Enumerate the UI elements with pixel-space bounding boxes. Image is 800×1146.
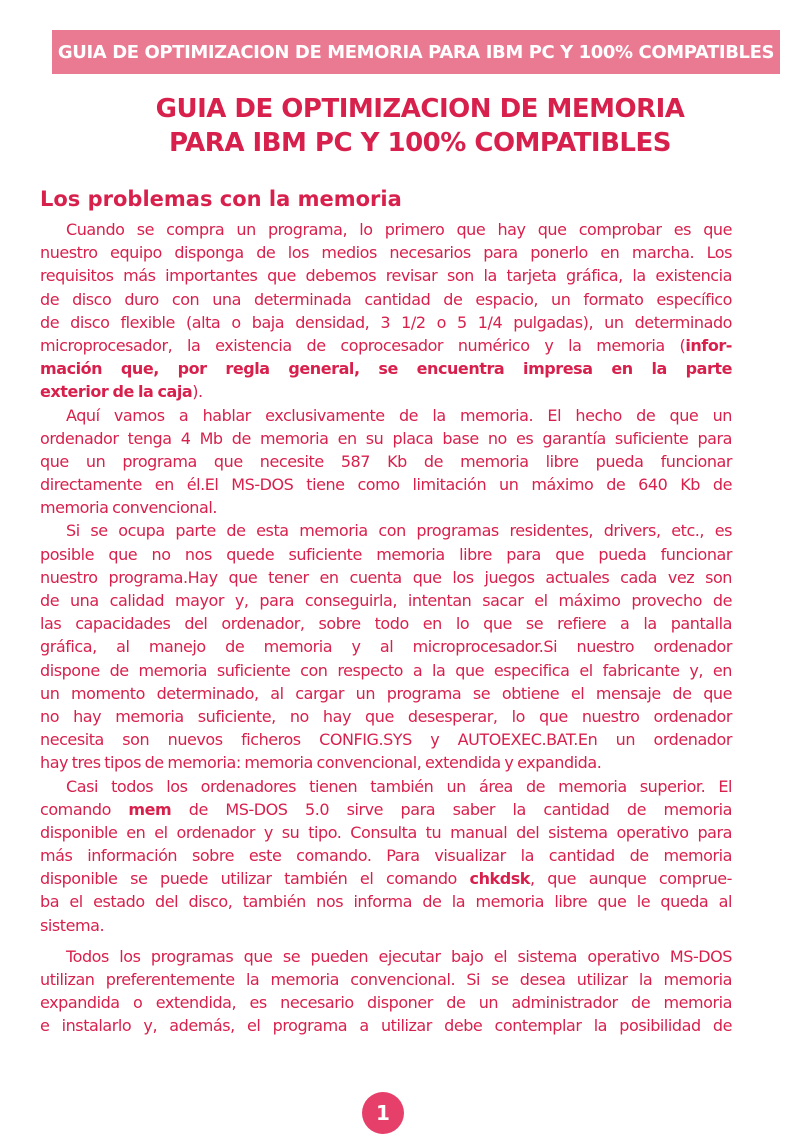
- text-line: expandida o extendida, es necesario disponer de un administrador de memoria: [40, 993, 732, 1013]
- text-line: directamente en él.El MS-DOS tiene como limitación un máximo de 640 Kb de: [40, 475, 732, 495]
- text-line: requisitos más importantes que debemos revisar son la tarjeta gráfica, la existencia: [40, 266, 732, 286]
- text-line: hay tres tipos de memoria: memoria convencional, extendida y expandida.: [40, 753, 602, 773]
- text-line: no hay memoria suficiente, no hay que desesperar, lo que nuestro ordenador: [40, 706, 732, 726]
- title-line-1: GUIA DE OPTIMIZACION DE MEMORIA: [155, 94, 685, 124]
- text-line: de disco flexible (alta o baja densidad, 3 1/2 o 5 1/4 pulgadas), un determinado: [40, 312, 732, 332]
- text-line: más información sobre este comando. Para visualizar la cantidad de memoria: [40, 846, 732, 866]
- text-line: dispone de memoria suficiente con respecto a la que especifica el fabricante y, en: [40, 660, 732, 680]
- text-line: de una calidad mayor y, para conseguirla, intentan sacar el máximo provecho de: [40, 591, 732, 610]
- command-mem: mem: [128, 799, 172, 819]
- text-line: que un programa que necesite 587 Kb de memoria libre pueda funcionar: [40, 451, 732, 471]
- text-line: e instalarlo y, además, el programa a utilizar debe contemplar la posibilidad de: [40, 1016, 732, 1036]
- running-header-text: GUIA DE OPTIMIZACION DE MEMORIA PARA IBM PC Y 100% COMPATIBLES: [57, 41, 775, 63]
- running-header: [52, 30, 780, 74]
- text-line: Cuando se compra un programa, lo primero que hay que comprobar es que: [66, 220, 732, 239]
- text-line: [40, 334, 732, 357]
- text-line: [40, 798, 732, 821]
- text-line: posible que no nos quede suficiente memoria libre para que pueda funcionar: [40, 544, 732, 564]
- text-run: comando: [40, 799, 129, 819]
- bold-text: mación que, por regla general, se encuentra impresa en la parte: [40, 359, 732, 379]
- body-text: [40, 218, 732, 1038]
- text-line: necesita son nuevos ficheros CONFIG.SYS y AUTOEXEC.BAT.En un ordenador: [40, 730, 732, 750]
- text-line: Si se ocupa parte de esta memoria con programas residentes, drivers, etc., es: [66, 521, 732, 541]
- text-line: [40, 357, 732, 380]
- text-line: gráfica, al manejo de memoria y al microprocesador.Si nuestro ordenador: [40, 637, 732, 657]
- text-line: un momento determinado, al cargar un programa se obtiene el mensaje de que: [40, 683, 732, 703]
- text-line: [40, 380, 732, 403]
- bold-text: infor-: [685, 335, 732, 355]
- command-chkdsk: chkdsk: [469, 869, 530, 889]
- text-line: sistema.: [40, 915, 105, 935]
- text-run: ).: [192, 382, 203, 402]
- text-line: ba el estado del disco, también nos informa de la memoria libre que le queda al: [40, 892, 732, 912]
- title-line-2: PARA IBM PC Y 100% COMPATIBLES: [169, 128, 671, 158]
- text-run: de MS-DOS 5.0 sirve para saber la cantidad de memoria: [171, 799, 732, 819]
- text-line: disponible en el ordenador y su tipo. Consulta tu manual del sistema operativo para: [40, 822, 732, 842]
- text-line: utilizan preferentemente la memoria convencional. Si se desea utilizar la memoria: [40, 970, 732, 989]
- text-line: [40, 867, 732, 890]
- text-run: , que aunque comprue-: [529, 869, 732, 889]
- text-line: Aquí vamos a hablar exclusivamente de la memoria. El hecho de que un: [66, 405, 732, 425]
- text-line: Todos los programas que se pueden ejecutar bajo el sistema operativo MS-DOS: [66, 946, 732, 966]
- text-line: ordenador tenga 4 Mb de memoria en su placa base no es garantía suficiente para: [40, 428, 732, 448]
- text-run: disponible se puede utilizar también el comando: [40, 869, 470, 889]
- text-line: memoria convencional.: [40, 498, 217, 518]
- page-number: 1: [376, 1101, 390, 1125]
- text-run: microprocesador, la existencia de coprocesador numérico y la memoria (: [40, 335, 686, 355]
- text-line: de disco duro con una determinada cantidad de espacio, un formato específico: [40, 289, 732, 309]
- page-title: [60, 92, 780, 160]
- text-line: Casi todos los ordenadores tienen también un área de memoria superior. El: [66, 776, 732, 796]
- text-line: las capacidades del ordenador, sobre todo en lo que se refiere a la pantalla: [40, 614, 732, 634]
- text-line: nuestro equipo disponga de los medios necesarios para ponerlo en marcha. Los: [40, 243, 732, 263]
- text-line: nuestro programa.Hay que tener en cuenta que los juegos actuales cada vez son: [40, 567, 732, 587]
- section-heading: Los problemas con la memoria: [40, 187, 402, 211]
- page-number-badge: [362, 1092, 404, 1134]
- bold-text: exterior de la caja: [40, 382, 193, 402]
